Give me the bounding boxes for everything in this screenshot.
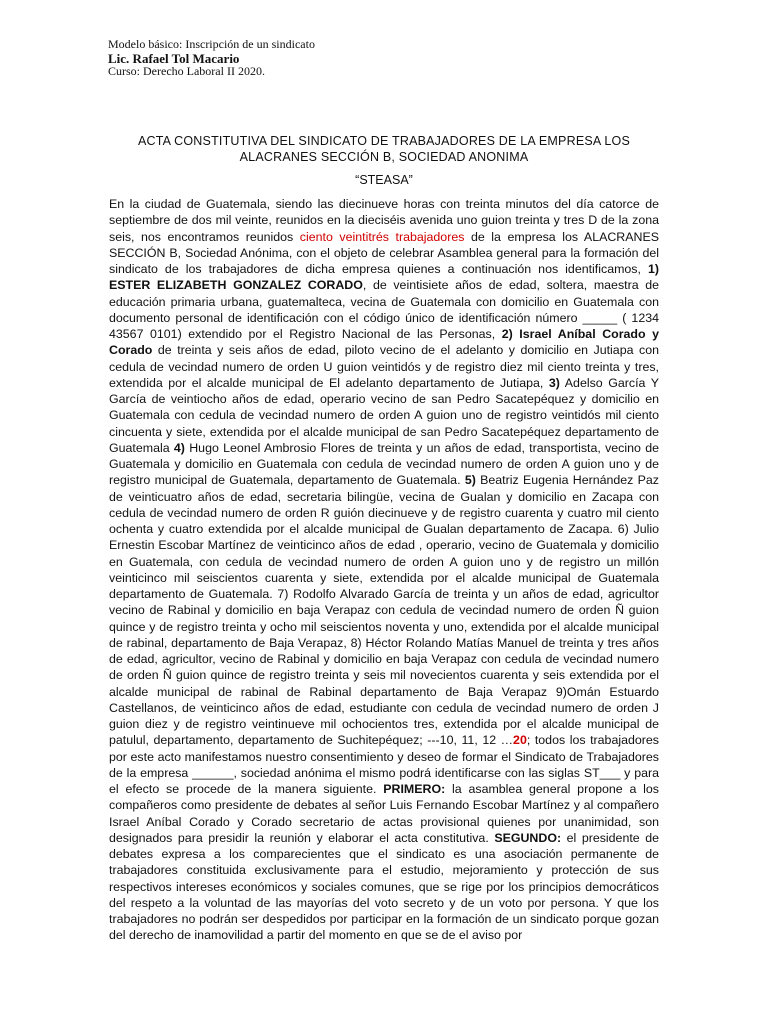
- body-bold: 2) Israel Aníbal Corado y Corado: [109, 327, 660, 358]
- header-model-line: Modelo básico: Inscripción de un sindicato: [108, 37, 315, 51]
- body-bold: 5): [464, 473, 476, 488]
- body-bold: 3): [548, 375, 560, 390]
- body-text: de la empresa los ALACRANES SECCIÓN B, Sociedad Anónima, con el objeto de celebrar Asamblea general para la formación del sindicato de los trabajadores de dicha empresa quienes a continuación nos identificamos,: [109, 229, 659, 276]
- body-text: Hugo Leonel Ambrosio Flores de treinta y un años de edad, transportista, vecino de Guatemala y domicilio en Guatemala con cedula de vecindad numero de orden A guion uno y de registro municipal de Guatemala, departamento de Guatemala.: [109, 440, 659, 488]
- body-text: la asamblea general propone a los compañeros como presidente de debates al señor Luis Fernando Escobar Martínez y al compañero Israel Aníbal Corado y Corado secretario de actas provisional quienes por unanimidad, son designados para presidir la reunión y elaborar el acta constitutiva.: [109, 782, 660, 845]
- document-header: [108, 38, 315, 79]
- body-text: ; todos los trabajadores por este acto manifestamos nuestro consentimiento y deseo de formar el Sindicato de Trabajadores de la empresa ______, sociedad anónima el mismo podrá identificarse con las siglas ST___ y para el efecto se procede de la manera siguiente.: [109, 733, 659, 796]
- body-highlight-red: 20: [513, 733, 527, 748]
- document-body: [109, 196, 659, 944]
- body-bold: 4): [173, 440, 185, 455]
- body-highlight-red: ciento veintitrés trabajadores: [299, 229, 465, 244]
- body-text: Beatriz Eugenia Hernández Paz de veinticuatro años de edad, secretaria bilingüe, vecina de Gualan y domicilio en Zacapa con cedula de vecindad numero de orden R guión diecinueve y de registro cuarenta y cuatro mil ciento ochenta y cuatro extendida por el alcalde municipal de Gualan departamento de Zacapa. 6) Julio Ernestin Escobar Martínez de veinticinco años de edad , operario, vecino de Guatemala y domicilio en Guatemala, con cedula de vecindad numero de orden A guion uno y de registro un millón veinticinco mil seiscientos cuarenta y siete, extendida por el alcalde municipal de Guatemala departamento de Guatemala. 7) Rodolfo Alvarado García de treinta y un años de edad, agricultor vecino de Rabinal y domicilio en baja Verapaz con cedula de vecindad numero de orden Ñ guion quince y de registro treinta y ocho mil seiscientos noventa y uno, extendida por el alcalde municipal de rabinal, departamento de Baja Verapaz, 8) Héctor Rolando Matías Manuel de treinta y tres años de edad, agricultor, vecino de Rabinal y domicilio en baja Verapaz con cedula de vecindad numero de orden Ñ guion quince de registro treinta y seis mil novecientos cuarenta y seis extendida por el alcalde municipal de rabinal de Rabinal departamento de Baja Verapaz 9)Omán Estuardo Castellanos, de veinticinco años de edad, estudiante con cedula de vecindad numero de orden J guion diez y de registro veintinueve mil ochocientos tres, extendida por el alcalde municipal de patulul, departamento, departamento de Suchitepéquez; ---10, 11, 12 …: [109, 473, 659, 748]
- body-bold: PRIMERO:: [383, 782, 446, 796]
- header-course-line: Curso: Derecho Laboral II 2020.: [108, 64, 265, 78]
- body-text: de treinta y seis años de edad, piloto vecino de el adelanto y domicilio en Jutiapa con cedula de vecindad numero de orden U guion veintidós y de registro diez mil ciento treinta y tres, extendida por el alcalde municipal de El adelanto departamento de Jutiapa,: [109, 343, 659, 390]
- body-text: Adelso García Y García de veintiocho años de edad, operario vecino de san Pedro Sacatepéquez y domicilio en Guatemala con cedula de vecindad numero de orden A guion uno de registro veintidós mil ciento cincuenta y siete, extendida por el alcalde municipal de san Pedro Sacatepéquez departamento de Guatemala: [109, 375, 659, 455]
- header-author-line: Lic. Rafael Tol Macario: [108, 50, 240, 66]
- document-subtitle: “STEASA”: [355, 173, 413, 187]
- body-text: , de veintisiete años de edad, soltera, maestra de educación primaria urbana, guatemalteca, vecina de Guatemala con domicilio en Guatemala con documento personal de identificación con el código único de identificación número _____ ( 1234 43567 0101) extendido por el Registro Nacional de las Personas,: [109, 278, 659, 341]
- body-bold: SEGUNDO:: [494, 830, 562, 845]
- document-title: ACTA CONSTITUTIVA DEL SINDICATO DE TRABAJADORES DE LA EMPRESA LOS ALACRANES SECCIÓN B, SOCIEDAD ANONIMA: [137, 134, 631, 164]
- body-text: En la ciudad de Guatemala, siendo las diecinueve horas con treinta minutos del día catorce de septiembre de dos mil veinte, reunidos en la dieciséis avenida uno guion treinta y tres D de la zona seis, nos encontramos reunidos: [109, 197, 659, 244]
- body-text: el presidente de debates expresa a los comparecientes que el sindicato es una asociación permanente de trabajadores constituida exclusivamente para el estudio, mejoramiento y protección de sus respectivos intereses económicos y sociales comunes, que se rige por los principios democráticos del respeto a la voluntad de las mayorías del voto secreto y de un voto por persona. Y que los trabajadores no podrán ser despedidos por participar en la formación de un sindicato porque gozan del derecho de inamovilidad a partir del momento en que se de el aviso por: [109, 830, 659, 943]
- body-bold: 1) ESTER ELIZABETH GONZALEZ CORADO: [109, 262, 659, 293]
